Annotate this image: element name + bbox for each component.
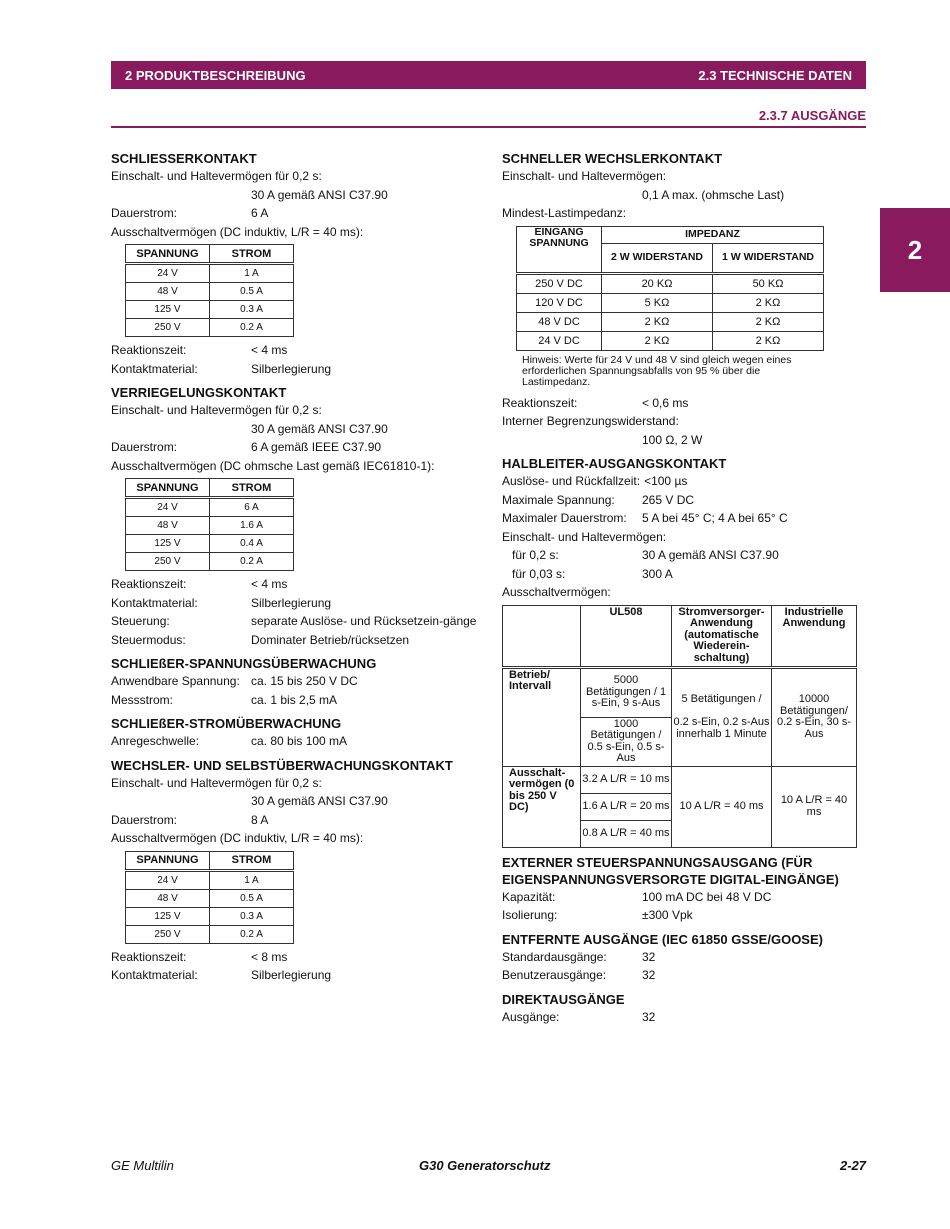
table-row: 24 V 1 A [126, 264, 294, 283]
verriegelung-mode: Steuermodus: Dominater Betrieb/rücksetzen [111, 632, 410, 647]
halbleiter-table: UL508 Stromversorger-Anwendung (automatische Wiederein-schaltung) Industrielle Anwendung Betrieb/ Intervall 5000 Betätigungen / 1 s-Ein, 9 s-Aus 5 Betätigungen / 0.2 s-Ein, 0.2 s-Aus innerhalb 1 Minute 10000 Betätigungen/ 0.2 s-Ein, 30 s-Aus 1000 Betätigungen / 0.5 s-Ein, 0.5 s-Aus Ausschalt-vermögen (0 bis 250 V DC) 3.2 A L/R = 10 ms 10 A L/R = 40 ms 10 A L/R = 40 ms 1.6 A L/R = 20 ms 0.8 A L/R = 40 ms [502, 605, 857, 848]
schneller-min-label: Mindest-Lastimpedanz: [502, 206, 627, 220]
table-row: 1.6 A L/R = 20 ms [503, 793, 857, 820]
wechsler-mat: Kontaktmaterial: Silberlegierung [111, 968, 332, 982]
table-row: 24 V 1 A [126, 870, 294, 889]
schneller-react: Reaktionszeit: < 0,6 ms [502, 395, 689, 410]
table-row: Ausschalt-vermögen (0 bis 250 V DC) 3.2 A L/R = 10 ms 10 A L/R = 40 ms 10 A L/R = 40 ms [503, 766, 857, 793]
schneller-cap-value: 0,1 A max. (ohmsche Last) [642, 187, 785, 202]
schliesser-react: Reaktionszeit: < 4 ms [111, 343, 288, 357]
entfernt-usr: Benutzerausgänge: 32 [502, 968, 656, 982]
verriegelung-ctrl: Steuerung: separate Auslöse- und Rücksetzein-gänge [111, 614, 477, 628]
table-row: 48 V 0.5 A [126, 283, 294, 301]
verriegelung-title: VERRIEGELUNGSKONTAKT [111, 385, 287, 400]
footer-product: G30 Generatorschutz [419, 1158, 551, 1173]
schliesser-cap-label: Einschalt- und Haltevermögen für 0,2 s: [111, 169, 322, 183]
header-banner [111, 61, 866, 89]
wechsler-title: WECHSLER- UND SELBSTÜBERWACHUNGSKONTAKT [111, 757, 453, 773]
extern-title: EXTERNER STEUERSPANNUNGSAUSGANG (FÜR EIGENSPANNUNGSVERSORGTE DIGITAL-EINGÄNGE) [502, 854, 839, 887]
schliesser-title: SCHLIESSERKONTAKT [111, 151, 257, 166]
schneller-title: SCHNELLER WECHSLERKONTAKT [502, 151, 723, 166]
table-row: 125 V 0.3 A [126, 301, 294, 319]
page-number: 2-27 [839, 1158, 866, 1173]
table-row: 120 V DC 5 KΩ 2 KΩ [517, 293, 824, 312]
wechsler-react: Reaktionszeit: < 8 ms [111, 949, 288, 964]
right-column [502, 146, 866, 1026]
left-column [111, 146, 481, 985]
table-row: 250 V 0.2 A [126, 553, 294, 571]
header-rule [111, 126, 866, 128]
table-row: 125 V 0.3 A [126, 907, 294, 925]
schneller-res-label: Interner Begrenzungswiderstand: [502, 414, 679, 428]
halbleiter-vmax: Maximale Spannung: 265 V DC [502, 492, 695, 507]
halbleiter-c003: für 0,03 s: 300 A [512, 566, 673, 581]
verriegelung-break-label: Ausschaltvermögen (DC ohmsche Last gemäß IEC61810-1): [111, 458, 435, 473]
direkt-title: DIREKTAUSGÄNGE [502, 991, 625, 1007]
impedance-table: EINGANG SPANNUNG IMPEDANZ 2 W WIDERSTAND 1 W WIDERSTAND 250 V DC 20 KΩ 50 KΩ 120 V DC 5 KΩ 2 KΩ 48 V DC 2 KΩ 2 KΩ 24 V DC 2 KΩ 2 KΩ [516, 226, 824, 351]
halbleiter-op: Auslöse- und Rückfallzeit: <100 µs [502, 474, 688, 488]
table-row: 1000 Betätigungen / 0.5 s-Ein, 0.5 s-Aus [503, 717, 857, 766]
schliesser-mat: Kontaktmaterial: Silberlegierung [111, 361, 332, 376]
schneller-cap-label: Einschalt- und Haltevermögen: [502, 169, 667, 183]
subsection-title: 2.3.7 AUSGÄNGE [758, 108, 866, 123]
schneller-res-value: 100 Ω, 2 W [642, 432, 703, 447]
wechsler-cont: Dauerstrom: 8 A [111, 812, 269, 827]
spannung-m: Messstrom: ca. 1 bis 2,5 mA [111, 692, 338, 707]
chapter-title: 2 PRODUKTBESCHREIBUNG [125, 67, 306, 83]
entfernt-title: ENTFERNTE AUSGÄNGE (IEC 61850 GSSE/GOOSE) [502, 931, 823, 947]
spannung-v: Anwendbare Spannung: ca. 15 bis 250 V DC [111, 674, 358, 688]
direkt-out: Ausgänge: 32 [502, 1009, 656, 1024]
section-title: 2.3 TECHNISCHE DATEN [698, 67, 852, 83]
verriegelung-cap-label: Einschalt- und Haltevermögen für 0,2 s: [111, 403, 322, 417]
table-row: 24 V 6 A [126, 498, 294, 517]
table-row: Betrieb/ Intervall 5000 Betätigungen / 1 s-Ein, 9 s-Aus 5 Betätigungen / 0.2 s-Ein, 0.2 s-Aus innerhalb 1 Minute 10000 Betätigungen/ 0.2 s-Ein, 30 s-Aus [503, 667, 857, 717]
table-row: 250 V DC 20 KΩ 50 KΩ [517, 273, 824, 293]
footer-company: GE Multilin [111, 1158, 174, 1173]
table-row: 250 V 0.2 A [126, 319, 294, 337]
schliesser-cont: Dauerstrom: 6 A [111, 206, 269, 220]
extern-cap: Kapazität: 100 mA DC bei 48 V DC [502, 889, 772, 904]
verriegelung-mat: Kontaktmaterial: Silberlegierung [111, 595, 332, 610]
wechsler-cap-label: Einschalt- und Haltevermögen für 0,2 s: [111, 775, 322, 790]
wechsler-table: SPANNUNG STROM 24 V 1 A 48 V 0.5 A 125 V 0.3 A 250 V 0.2 A [125, 851, 294, 944]
entfernt-std: Standardausgänge: 32 [502, 949, 656, 964]
wechsler-cap-value: 30 A gemäß ANSI C37.90 [251, 794, 388, 808]
table-row: 250 V 0.2 A [126, 925, 294, 943]
extern-iso: Isolierung: ±300 Vpk [502, 908, 693, 922]
halbleiter-break-label: Ausschaltvermögen: [502, 585, 611, 599]
impedance-note: Hinweis: Werte für 24 V und 48 V sind gleich wegen eines erforderlichen Spannungsabfalls von 95 % über die Lastimpedanz. [522, 353, 792, 388]
table-row: 0.8 A L/R = 40 ms [503, 820, 857, 847]
table-row: 48 V 0.5 A [126, 889, 294, 907]
halbleiter-title: HALBLEITER-AUSGANGSKONTAKT [502, 456, 727, 471]
schliesser-cap-value: 30 A gemäß ANSI C37.90 [251, 187, 388, 202]
halbleiter-imax: Maximaler Dauerstrom: 5 A bei 45° C; 4 A bei 65° C [502, 511, 788, 525]
schliesser-table: SPANNUNG STROM 24 V 1 A 48 V 0.5 A 125 V 0.3 A 250 V 0.2 A [125, 244, 294, 337]
verriegelung-cont: Dauerstrom: 6 A gemäß IEEE C37.90 [111, 440, 382, 454]
verriegelung-table: SPANNUNG STROM 24 V 6 A 48 V 1.6 A 125 V 0.4 A 250 V 0.2 A [125, 478, 294, 571]
schliesser-break-label: Ausschaltvermögen (DC induktiv, L/R = 40 ms): [111, 224, 364, 239]
strom-title: SCHLIEßER-STROMÜBERWACHUNG [111, 716, 342, 731]
verriegelung-cap-value: 30 A gemäß ANSI C37.90 [251, 421, 388, 436]
table-row: 48 V 1.6 A [126, 517, 294, 535]
table-row: 125 V 0.4 A [126, 535, 294, 553]
verriegelung-react: Reaktionszeit: < 4 ms [111, 577, 288, 591]
table-row: 48 V DC 2 KΩ 2 KΩ [517, 312, 824, 331]
halbleiter-c02: für 0,2 s: 30 A gemäß ANSI C37.90 [512, 548, 779, 562]
halbleiter-cap-label: Einschalt- und Haltevermögen: [502, 529, 667, 544]
table-row: 24 V DC 2 KΩ 2 KΩ [517, 331, 824, 350]
chapter-tab: 2 [880, 208, 950, 292]
spannung-title: SCHLIEßER-SPANNUNGSÜBERWACHUNG [111, 656, 377, 671]
strom-t: Anregeschwelle: ca. 80 bis 100 mA [111, 734, 348, 748]
wechsler-break-label: Ausschaltvermögen (DC induktiv, L/R = 40 ms): [111, 831, 364, 845]
